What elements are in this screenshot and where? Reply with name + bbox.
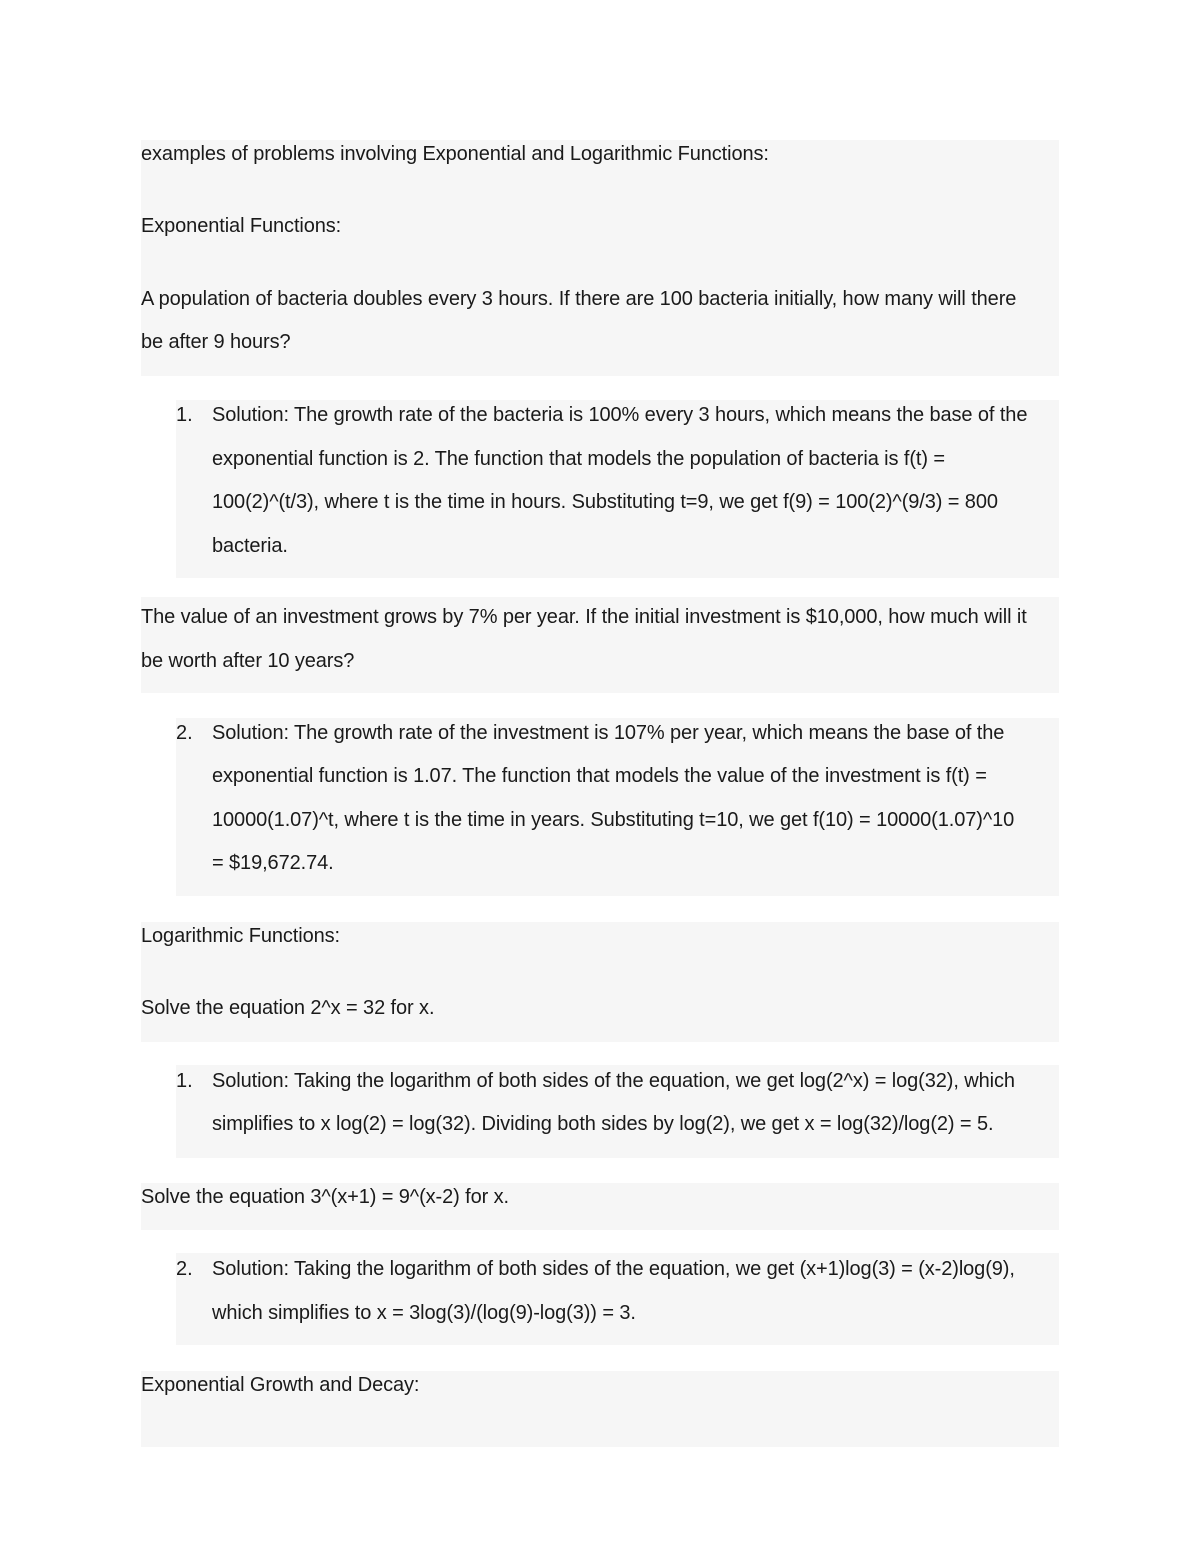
solution-text: Solution: Taking the logarithm of both sides of the equation, we get log(2^x) = log(32), which	[212, 1070, 1015, 1092]
problem-text: Solve the equation 2^x = 32 for x.	[141, 997, 435, 1019]
solution-text: Solution: The growth rate of the bacteria is 100% every 3 hours, which means the base of the	[212, 404, 1028, 426]
solution-text: Solution: Taking the logarithm of both sides of the equation, we get (x+1)log(3) = (x-2)log(9),	[212, 1258, 1015, 1280]
list-number: 2.	[176, 1258, 193, 1280]
section-heading-exponential: Exponential Functions:	[141, 215, 342, 237]
solution-text: = $19,672.74.	[212, 852, 334, 874]
solution-text: which simplifies to x = 3log(3)/(log(9)-log(3)) = 3.	[212, 1302, 636, 1324]
solution-text: exponential function is 1.07. The function that models the value of the investment is f(t) =	[212, 765, 987, 787]
solution-text: exponential function is 2. The function that models the population of bacteria is f(t) =	[212, 448, 945, 470]
problem-text: Solve the equation 3^(x+1) = 9^(x-2) for x.	[141, 1186, 509, 1208]
problem-text: be worth after 10 years?	[141, 650, 355, 672]
list-number: 1.	[176, 1070, 193, 1092]
solution-text: bacteria.	[212, 535, 288, 557]
list-number: 1.	[176, 404, 193, 426]
solution-text: Solution: The growth rate of the investment is 107% per year, which means the base of the	[212, 722, 1005, 744]
solution-text: 100(2)^(t/3), where t is the time in hours. Substituting t=9, we get f(9) = 100(2)^(9/3) = 800	[212, 491, 998, 513]
solution-text: 10000(1.07)^t, where t is the time in years. Substituting t=10, we get f(10) = 10000(1.07)^10	[212, 809, 1015, 831]
problem-text: be after 9 hours?	[141, 331, 291, 353]
list-number: 2.	[176, 722, 193, 744]
section-heading-growth-decay: Exponential Growth and Decay:	[141, 1374, 420, 1396]
solution-text: simplifies to x log(2) = log(32). Dividing both sides by log(2), we get x = log(32)/log(2) = 5.	[212, 1113, 994, 1135]
problem-text: The value of an investment grows by 7% per year. If the initial investment is $10,000, how much will it	[141, 606, 1027, 628]
intro-text: examples of problems involving Exponential and Logarithmic Functions:	[141, 143, 769, 165]
problem-text: A population of bacteria doubles every 3 hours. If there are 100 bacteria initially, how many will there	[141, 288, 1017, 310]
section-heading-logarithmic: Logarithmic Functions:	[141, 925, 341, 947]
